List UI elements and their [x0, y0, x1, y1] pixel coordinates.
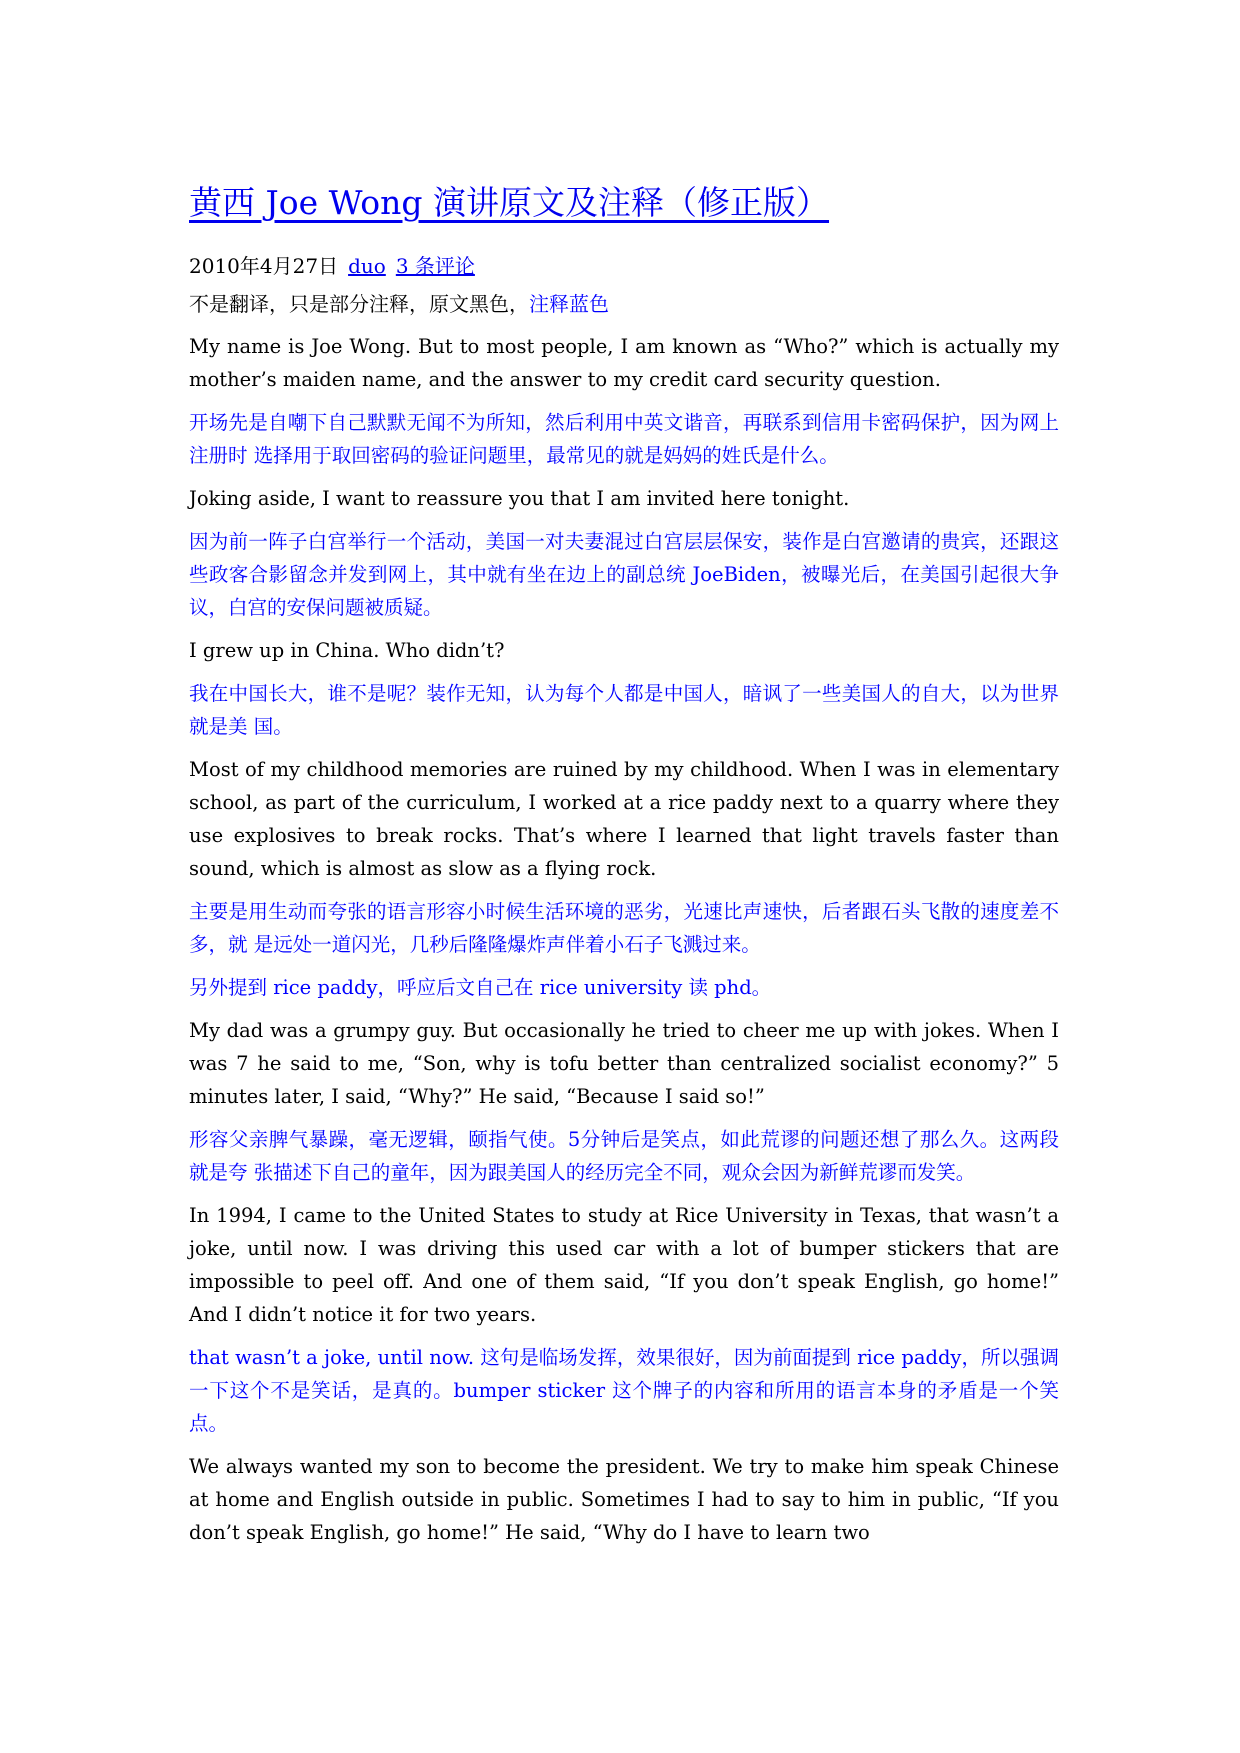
intro-line [189, 290, 1059, 318]
annotation-paragraph: 主要是用生动而夸张的语言形容小时候生活环境的恶劣，光速比声速快，后者跟石头飞散的速度差不多，就 是远处一道闪光，几秒后隆隆爆炸声伴着小石子飞溅过来。 [189, 900, 1059, 956]
annotation-paragraph: 形容父亲脾气暴躁，毫无逻辑，颐指气使。5分钟后是笑点，如此荒谬的问题还想了那么久。这两段就是夸 张描述下自己的童年，因为跟美国人的经历完全不同，观众会因为新鲜荒谬而发笑。 [189, 1128, 1059, 1184]
intro-blue-text: 注释蓝色 [529, 292, 609, 316]
english-paragraph: Joking aside, I want to reassure you that I am invited here tonight. [189, 487, 850, 510]
intro-black-text: 不是翻译，只是部分注释，原文黑色， [189, 292, 529, 316]
comments-link[interactable]: 3 条评论 [395, 254, 475, 278]
annotation-paragraph: 我在中国长大，谁不是呢？装作无知，认为每个人都是中国人，暗讽了一些美国人的自大，以为世界就是美 国。 [189, 682, 1059, 738]
annotation-paragraph: that wasn’t a joke, until now. 这句是临场发挥，效果很好，因为前面提到 rice paddy，所以强调一下这个不是笑话，是真的。bumper sticker 这个牌子的内容和所用的语言本身的矛盾是一个笑点。 [189, 1346, 1059, 1435]
post-title-link[interactable]: 黄西 Joe Wong 演讲原文及注释（修正版） [189, 183, 830, 222]
english-paragraph: My dad was a grumpy guy. But occasionally he tried to cheer me up with jokes. When I was 7 he said to me, “Son, why is tofu better than centralized socialist economy?” 5 minutes later, I said, “Why?” He said, “Because I said so!” [189, 1019, 1059, 1108]
english-paragraph: In 1994, I came to the United States to study at Rice University in Texas, that wasn’t a joke, until now. I was driving this used car with a lot of bumper stickers that are impossible to peel off. And one of them said, “If you don’t speak English, go home!” And I didn’t notice it for two years. [189, 1204, 1059, 1326]
annotation-paragraph: 另外提到 rice paddy，呼应后文自己在 rice university 读 phd。 [189, 976, 772, 999]
post-title [189, 180, 1059, 226]
article [189, 180, 1059, 1559]
post-meta [189, 252, 1059, 280]
english-paragraph: My name is Joe Wong. But to most people, I am known as “Who?” which is actually my mother’s maiden name, and the answer to my credit card security question. [189, 335, 1059, 391]
english-paragraph: I grew up in China. Who didn’t? [189, 639, 505, 662]
post-date: 2010年4月27日 [189, 254, 339, 278]
annotation-paragraph: 因为前一阵子白宫举行一个活动，美国一对夫妻混过白宫层层保安，装作是白宫邀请的贵宾，还跟这些政客合影留念并发到网上，其中就有坐在边上的副总统 JoeBiden，被曝光后，在美国引起很大争议，白宫的安保问题被质疑。 [189, 530, 1059, 619]
post-body [189, 330, 1059, 1549]
english-paragraph: We always wanted my son to become the president. We try to make him speak Chinese at home and English outside in public. Sometimes I had to say to him in public, “If you don’t speak English, go home!” He said, “Why do I have to learn two [189, 1455, 1059, 1544]
annotation-paragraph: 开场先是自嘲下自己默默无闻不为所知，然后利用中英文谐音，再联系到信用卡密码保护，因为网上注册时 选择用于取回密码的验证问题里，最常见的就是妈妈的姓氏是什么。 [189, 411, 1059, 467]
english-paragraph: Most of my childhood memories are ruined by my childhood. When I was in elementary school, as part of the curriculum, I worked at a rice paddy next to a quarry where they use explosives to break rocks. That’s where I learned that light travels faster than sound, which is almost as slow as a flying rock. [189, 758, 1059, 880]
author-link[interactable]: duo [348, 254, 386, 278]
